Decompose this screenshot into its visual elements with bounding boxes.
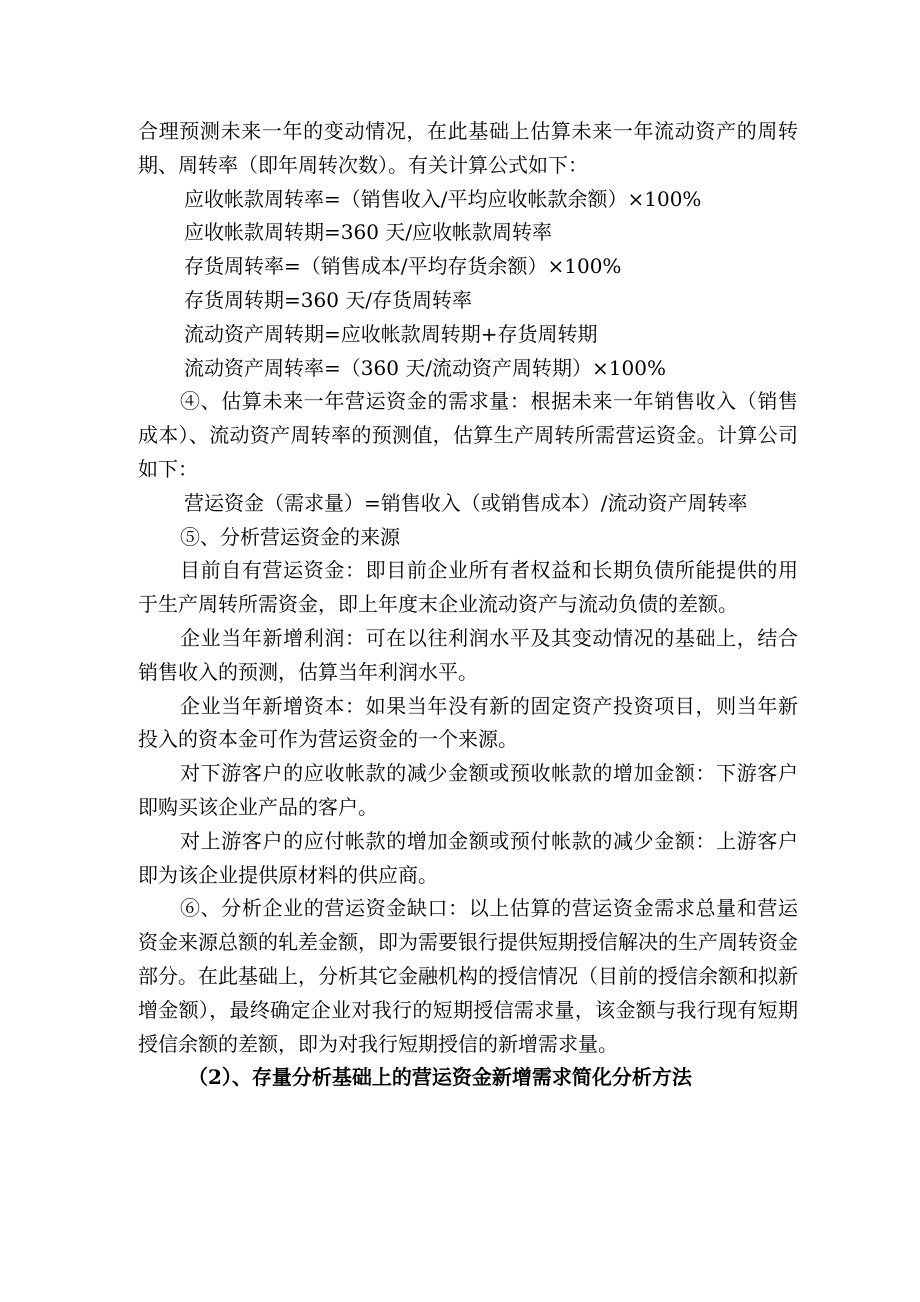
- formula-inventory-turnover-period: 存货周转期=360 天/存货周转率: [184, 287, 473, 312]
- paragraph-new-profit: 企业当年新增利润：可在以往利润水平及其变动情况的基础上，结合销售收入的预测，估算当年利润水平。: [138, 625, 798, 684]
- paragraph-upstream-customers: 对上游客户的应付帐款的增加金额或预付帐款的减少金额：上游客户即为该企业提供原材料的供应商。: [138, 828, 798, 887]
- document-body: [138, 115, 798, 1095]
- formula-inventory-turnover-rate: 存货周转率=（销售成本/平均存货余额）×100%: [184, 254, 622, 279]
- formula-receivable-turnover-rate: 应收帐款周转率=（销售收入/平均应收帐款余额）×100%: [184, 186, 702, 211]
- formula-current-assets-turnover-rate: 流动资产周转率=（360 天/流动资产周转期）×100%: [184, 355, 666, 380]
- section-heading: （2）、存量分析基础上的营运资金新增需求简化分析方法: [188, 1065, 692, 1090]
- paragraph-intro: 合理预测未来一年的变动情况，在此基础上估算未来一年流动资产的周转期、周转率（即年周转次数）。有关计算公式如下：: [138, 119, 798, 177]
- paragraph-step-6: ⑥、分析企业的营运资金缺口：以上估算的营运资金需求总量和营运资金来源总额的轧差金额，即为需要银行提供短期授信解决的生产周转资金部分。在此基础上，分析其它金融机构的授信情况（目前的授信余额和拟新增金额），最终确定企业对我行的短期授信需求量，该金额与我行现有短期授信余额的差额，即为对我行短期授信的新增需求量。: [138, 896, 798, 1056]
- formula-working-capital-demand: 营运资金（需求量）=销售收入（或销售成本）/流动资产周转率: [184, 490, 748, 515]
- paragraph-downstream-customers: 对下游客户的应收帐款的减少金额或预收帐款的增加金额：下游客户即购买该企业产品的客户。: [138, 761, 798, 819]
- paragraph-own-working-capital: 目前自有营运资金：即目前企业所有者权益和长期负债所能提供的用于生产周转所需资金，即上年度末企业流动资产与流动负债的差额。: [138, 558, 798, 617]
- paragraph-step-4: ④、估算未来一年营运资金的需求量：根据未来一年销售收入（销售成本）、流动资产周转率的预测值，估算生产周转所需营运资金。计算公司如下：: [138, 389, 798, 481]
- formula-receivable-turnover-period: 应收帐款周转期=360 天/应收帐款周转率: [184, 220, 553, 245]
- paragraph-step-5: ⑤、分析营运资金的来源: [180, 524, 400, 549]
- paragraph-new-capital: 企业当年新增资本：如果当年没有新的固定资产投资项目，则当年新投入的资本金可作为营运资金的一个来源。: [138, 693, 798, 752]
- formula-current-assets-turnover-period: 流动资产周转期=应收帐款周转期+存货周转期: [184, 321, 598, 346]
